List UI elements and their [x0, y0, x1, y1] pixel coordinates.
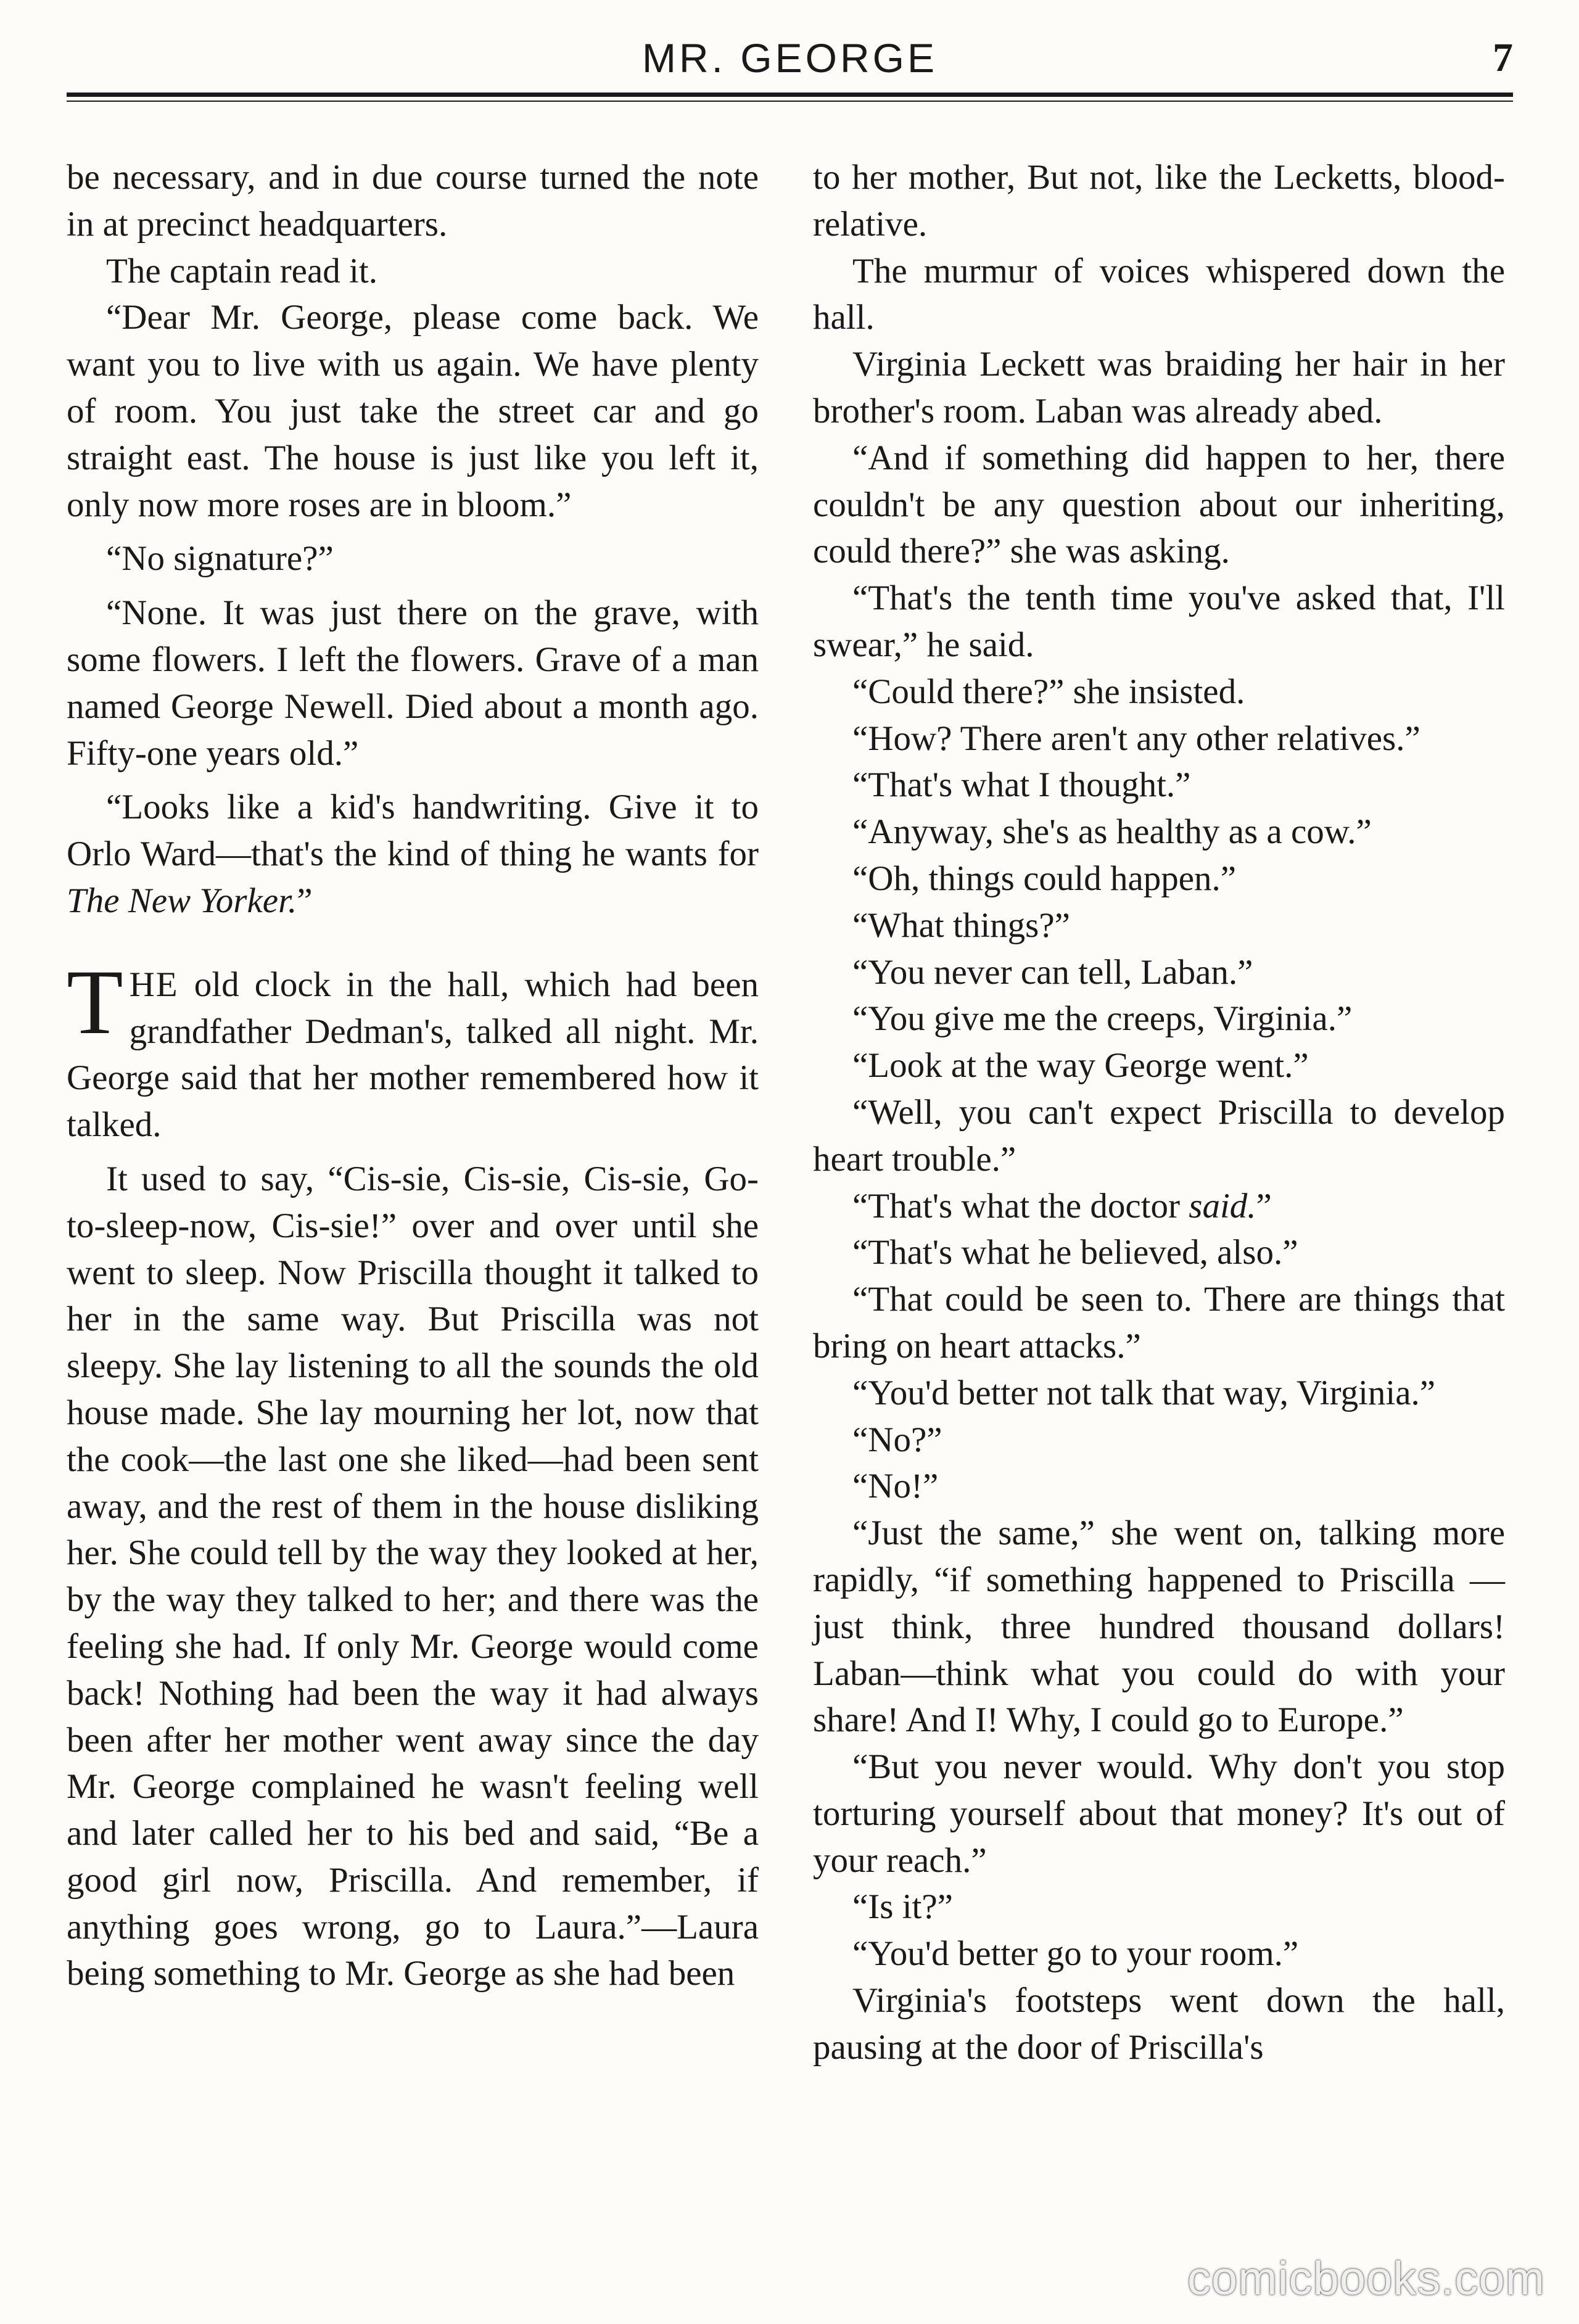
paragraph: The captain read it. [106, 251, 377, 290]
lead-in: HE [129, 965, 179, 1004]
paragraph-text: old clock in the hall, which had been grandfather Dedman's, talked all night. Mr. George said that her mother remembered how it talked. [67, 965, 759, 1145]
section-opening-paragraph [67, 950, 759, 1148]
paragraph: “Dear Mr. George, please come back. We want you to live with us again. We have plenty of room. You just take the street car and go straight east. The house is just like you left it, only now more roses are in bloom.” [67, 298, 759, 524]
closing-quote: ” [1256, 1186, 1272, 1226]
right-column [813, 154, 1505, 2071]
paragraph: “You never can tell, Laban.” [852, 952, 1253, 992]
paragraph: Virginia Leckett was braiding her hair in her brother's room. Laban was already abed. [813, 345, 1505, 431]
paragraph [67, 784, 759, 924]
paragraph: “You'd better go to your room.” [852, 1934, 1299, 1974]
paragraph: “No?” [852, 1420, 942, 1459]
paragraph: “None. It was just there on the grave, with some flowers. I left the flowers. Grave of a man named George Newell. Died about a month ago. Fifty-one years old.” [67, 593, 759, 773]
drop-cap: T [67, 950, 123, 1053]
left-column [67, 154, 759, 1997]
paragraph: “Well, you can't expect Priscilla to develop heart trouble.” [813, 1092, 1505, 1179]
paragraph: “Look at the way George went.” [852, 1046, 1309, 1086]
paragraph: “Just the same,” she went on, talking more rapidly, “if something happened to Priscilla — just think, three hundred thousand dollars! Laban—think what you could do with your share! And I! Why, I could go to Europe.” [813, 1514, 1505, 1740]
paragraph: Virginia's footsteps went down the hall, pausing at the door of Priscilla's [813, 1981, 1505, 2067]
paragraph: “Is it?” [852, 1887, 953, 1927]
paragraph: It used to say, “Cis-sie, Cis-sie, Cis-sie, Go-to-sleep-now, Cis-sie!” over and over until she went to sleep. Now Priscilla thought it talked to her in the same way. But Priscilla was not sleepy. She lay listening to all the sounds the old house made. She lay mourning her lot, now that the cook—the last one she liked—had been sent away, and the rest of them in the house disliking her. She could tell by the way they looked at her, by the way they talked to her; and there was the feeling she had. If only Mr. George would come back! Nothing had been the way it had always been after her mother went away since the day Mr. George complained he wasn't feeling well and later called her to his bed and said, “Be a good girl now, Priscilla. And remember, if anything goes wrong, go to Laura.”—Laura being something to Mr. George as she had been [67, 1159, 759, 1993]
header-rule [67, 93, 1513, 97]
paragraph: “What things?” [852, 905, 1070, 945]
page-number: 7 [1493, 35, 1513, 80]
watermark: comicbooks.com [1187, 2252, 1545, 2305]
paragraph: “No signature?” [106, 539, 334, 579]
paragraph: “Oh, things could happen.” [852, 859, 1237, 898]
paragraph: “You'd better not talk that way, Virginia.” [852, 1373, 1436, 1412]
italic-word: said. [1189, 1186, 1256, 1226]
italic-title: The New Yorker. [67, 881, 297, 920]
paragraph: “That's what I thought.” [852, 765, 1191, 805]
page-header [67, 31, 1513, 88]
paragraph-text: “That's what the doctor [852, 1186, 1189, 1226]
paragraph-text: “Looks like a kid's handwriting. Give it to Orlo Ward—that's the kind of thing he wants for [67, 788, 759, 874]
paragraph: The murmur of voices whispered down the hall. [813, 251, 1505, 337]
paragraph: “You give me the creeps, Virginia.” [852, 999, 1353, 1039]
paragraph: “No!” [852, 1467, 939, 1506]
closing-quote: ” [297, 881, 313, 920]
header-rule-thin [67, 101, 1513, 102]
paragraph: “How? There aren't any other relatives.” [852, 719, 1420, 758]
paragraph: be necessary, and in due course turned the note in at precinct headquarters. [67, 158, 759, 244]
paragraph: “That's the tenth time you've asked that, I'll swear,” he said. [813, 579, 1505, 664]
paragraph: “Could there?” she insisted. [852, 672, 1245, 711]
paragraph: to her mother, But not, like the Lecketts, blood-relative. [813, 158, 1505, 244]
paragraph: “And if something did happen to her, there couldn't be any question about our inheriting, could there?” she was asking. [813, 438, 1505, 571]
paragraph: “That could be seen to. There are things that bring on heart attacks.” [813, 1280, 1505, 1366]
paragraph: “That's what he believed, also.” [852, 1233, 1298, 1272]
running-title: MR. GEORGE [641, 35, 938, 81]
paragraph: “Anyway, she's as healthy as a cow.” [852, 812, 1372, 852]
paragraph [813, 1183, 1505, 1230]
paragraph: “But you never would. Why don't you stop torturing yourself about that money? It's out of your reach.” [813, 1747, 1505, 1880]
